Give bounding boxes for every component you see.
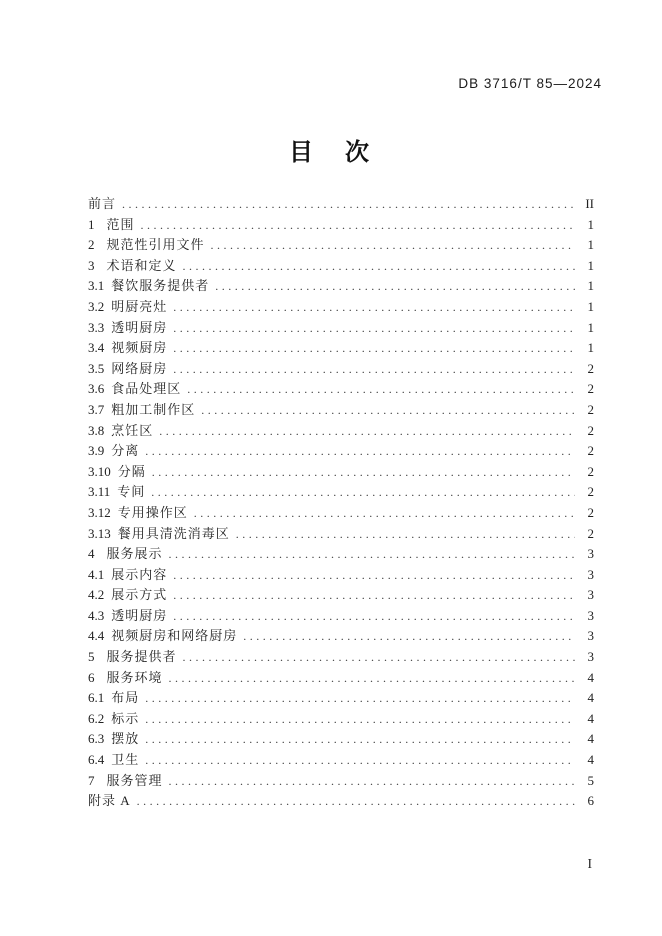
toc-leader-dots: [173, 567, 575, 583]
toc-entry-page: 2: [587, 443, 594, 459]
toc-entry-number: 3: [88, 257, 95, 273]
toc-entry[interactable]: [88, 625, 594, 646]
toc-entry-label: 标示: [111, 710, 140, 726]
toc-entry[interactable]: [88, 564, 594, 585]
toc-entry-label: 网络厨房: [111, 360, 168, 376]
toc-entry-page: 4: [587, 731, 594, 747]
toc-entry-label: 粗加工制作区: [111, 401, 196, 417]
toc-entry-label: 餐饮服务提供者: [111, 278, 210, 294]
toc-leader-dots: [151, 484, 575, 500]
toc-entry-label: 前言: [88, 196, 117, 211]
toc-entry[interactable]: [88, 337, 594, 358]
toc-entry-label: 餐用具清洗消毒区: [117, 525, 230, 541]
toc-entry-number: 1: [88, 216, 95, 232]
toc-entry-number: 6.4: [88, 752, 105, 768]
toc-entry[interactable]: [88, 667, 594, 688]
toc-entry-number: 7: [88, 772, 95, 788]
toc-entry-number: 6: [88, 669, 95, 685]
toc-entry[interactable]: [88, 770, 594, 791]
toc-leader-dots: [173, 299, 575, 315]
toc-entry-label: 透明厨房: [111, 607, 168, 623]
toc-entry-page: 4: [587, 710, 594, 726]
toc-entry-number: 3.1: [88, 278, 105, 294]
toc-entry[interactable]: [88, 481, 594, 502]
toc-entry-page: 6: [587, 793, 594, 809]
toc-leader-dots: [173, 320, 575, 336]
toc-entry-number: 3.5: [88, 360, 105, 376]
toc-entry-label: 服务管理: [106, 772, 163, 788]
toc-entry[interactable]: [88, 358, 594, 379]
toc-entry[interactable]: [88, 275, 594, 296]
toc-entry-page: 4: [587, 669, 594, 685]
toc-leader-dots: [215, 278, 575, 294]
toc-entry-number: 3.8: [88, 422, 105, 438]
toc-entry-label: 服务展示: [106, 546, 163, 562]
toc-entry-number: 3.6: [88, 381, 105, 397]
toc-entry-label: 透明厨房: [111, 319, 168, 335]
toc-entry-number: 3.12: [88, 504, 111, 520]
toc-entry[interactable]: [88, 420, 594, 441]
toc-entry-number: 4: [88, 546, 95, 562]
toc-entry[interactable]: [88, 543, 594, 564]
toc-leader-dots: [137, 793, 575, 809]
toc-entry-label: 视频厨房: [111, 340, 168, 356]
toc-entry[interactable]: [88, 646, 594, 667]
toc-entry-label: 规范性引用文件: [106, 237, 205, 253]
toc-leader-dots: [194, 505, 575, 521]
toc-entry-number: 3.4: [88, 340, 105, 356]
toc-leader-dots: [122, 196, 575, 212]
toc-entry[interactable]: [88, 234, 594, 255]
toc-entry[interactable]: [88, 214, 594, 235]
toc-entry-number: 4.2: [88, 587, 105, 603]
toc-entry-page: 5: [587, 772, 594, 788]
toc-leader-dots: [145, 690, 575, 706]
toc-entry[interactable]: [88, 790, 594, 811]
toc-entry-number: 3.13: [88, 525, 111, 541]
toc-entry[interactable]: [88, 378, 594, 399]
toc-entry-number: 3.9: [88, 443, 105, 459]
toc-entry-number: 4.3: [88, 607, 105, 623]
page-title: 目 次: [289, 139, 373, 166]
toc-leader-dots: [145, 752, 575, 768]
toc-leader-dots: [183, 258, 575, 274]
toc-entry-number: 3.7: [88, 401, 105, 417]
toc-entry-page: 3: [587, 546, 594, 562]
toc-leader-dots: [141, 217, 575, 233]
toc-entry[interactable]: [88, 461, 594, 482]
toc-leader-dots: [152, 464, 575, 480]
toc-entry[interactable]: [88, 584, 594, 605]
toc-entry[interactable]: [88, 523, 594, 544]
toc-entry-label: 摆放: [111, 731, 140, 747]
toc-leader-dots: [159, 423, 575, 439]
standard-code: DB 3716/T 85—2024: [458, 76, 602, 91]
toc-entry-label: 布局: [111, 690, 140, 706]
toc-entry-label: 烹饪区: [111, 422, 154, 438]
toc-entry-number: 4.1: [88, 566, 105, 582]
toc-entry-number: 4.4: [88, 628, 105, 644]
toc-entry-label: 专间: [117, 484, 146, 500]
toc-entry-number: 2: [88, 237, 95, 253]
toc-entry[interactable]: [88, 296, 594, 317]
toc-entry[interactable]: [88, 399, 594, 420]
toc-entry-page: 2: [587, 525, 594, 541]
toc-entry-number: 3.10: [88, 463, 111, 479]
toc-entry-page: II: [585, 196, 594, 211]
toc-leader-dots: [173, 361, 575, 377]
toc-entry-label: 展示方式: [111, 587, 168, 603]
toc-entry-label: 明厨亮灶: [111, 298, 168, 314]
toc-leader-dots: [145, 711, 575, 727]
toc-leader-dots: [173, 608, 575, 624]
toc-entry-label: 附录 A: [88, 793, 131, 809]
toc-entry-page: 2: [587, 360, 594, 376]
toc-entry-page: 2: [587, 504, 594, 520]
toc-entry-page: 1: [587, 278, 594, 294]
toc-entry[interactable]: [88, 502, 594, 523]
toc-entry-number: 6.1: [88, 690, 105, 706]
toc-entry-number: 6.2: [88, 710, 105, 726]
toc-entry-page: 1: [587, 216, 594, 232]
toc-entry[interactable]: [88, 728, 594, 749]
toc-entry-page: 2: [587, 381, 594, 397]
toc-entry-page: 4: [587, 690, 594, 706]
toc-entry[interactable]: [88, 749, 594, 770]
toc-entry-page: 3: [587, 566, 594, 582]
toc-leader-dots: [183, 649, 575, 665]
toc-entry[interactable]: [88, 440, 594, 461]
page-footer: [588, 856, 593, 872]
toc-leader-dots: [145, 731, 575, 747]
toc-entry-label: 卫生: [111, 752, 140, 768]
toc-entry-page: 3: [587, 587, 594, 603]
toc-entry-label: 食品处理区: [111, 381, 182, 397]
toc-entry[interactable]: [88, 255, 594, 276]
document-header: [458, 76, 602, 91]
toc-entry-label: 范围: [106, 216, 135, 232]
toc-entry-page: 3: [587, 649, 594, 665]
toc-entry-page: 1: [587, 340, 594, 356]
toc-entry[interactable]: [88, 605, 594, 626]
toc-entry[interactable]: [88, 687, 594, 708]
toc-entry-page: 2: [587, 463, 594, 479]
toc-leader-dots: [173, 587, 575, 603]
toc-leader-dots: [211, 237, 575, 253]
toc-entry[interactable]: [88, 708, 594, 729]
toc-entry-number: 5: [88, 649, 95, 665]
toc-entry-number: 3.2: [88, 298, 105, 314]
toc-entry-page: 4: [587, 752, 594, 768]
toc-entry-number: 3.3: [88, 319, 105, 335]
toc-leader-dots: [243, 628, 575, 644]
toc-leader-dots: [187, 381, 575, 397]
toc-entry-number: 6.3: [88, 731, 105, 747]
toc-entry-label: 服务环境: [106, 669, 163, 685]
toc-entry-label: 专用操作区: [117, 504, 188, 520]
toc-entry[interactable]: [88, 193, 594, 214]
toc-entry-page: 1: [587, 298, 594, 314]
toc-entry-page: 2: [587, 401, 594, 417]
toc-leader-dots: [169, 773, 575, 789]
toc-entry-page: 1: [587, 257, 594, 273]
toc-entry-label: 分离: [111, 443, 140, 459]
toc-entry-page: 2: [587, 422, 594, 438]
toc-entry-page: 1: [587, 237, 594, 253]
toc-entry-page: 3: [587, 628, 594, 644]
toc-entry-label: 视频厨房和网络厨房: [111, 628, 238, 644]
toc-leader-dots: [169, 670, 575, 686]
table-of-contents: [88, 193, 594, 811]
toc-entry-page: 3: [587, 607, 594, 623]
toc-entry-label: 术语和定义: [106, 257, 177, 273]
toc-leader-dots: [201, 402, 575, 418]
toc-leader-dots: [169, 546, 575, 562]
toc-entry-page: 1: [587, 319, 594, 335]
toc-entry-label: 分隔: [117, 463, 146, 479]
toc-leader-dots: [173, 340, 575, 356]
page-number: I: [587, 856, 592, 871]
toc-entry-label: 服务提供者: [106, 649, 177, 665]
toc-leader-dots: [236, 526, 575, 542]
toc-entry-number: 3.11: [88, 484, 111, 500]
toc-entry[interactable]: [88, 317, 594, 338]
toc-entry-page: 2: [587, 484, 594, 500]
toc-entry-label: 展示内容: [111, 566, 168, 582]
toc-leader-dots: [145, 443, 575, 459]
